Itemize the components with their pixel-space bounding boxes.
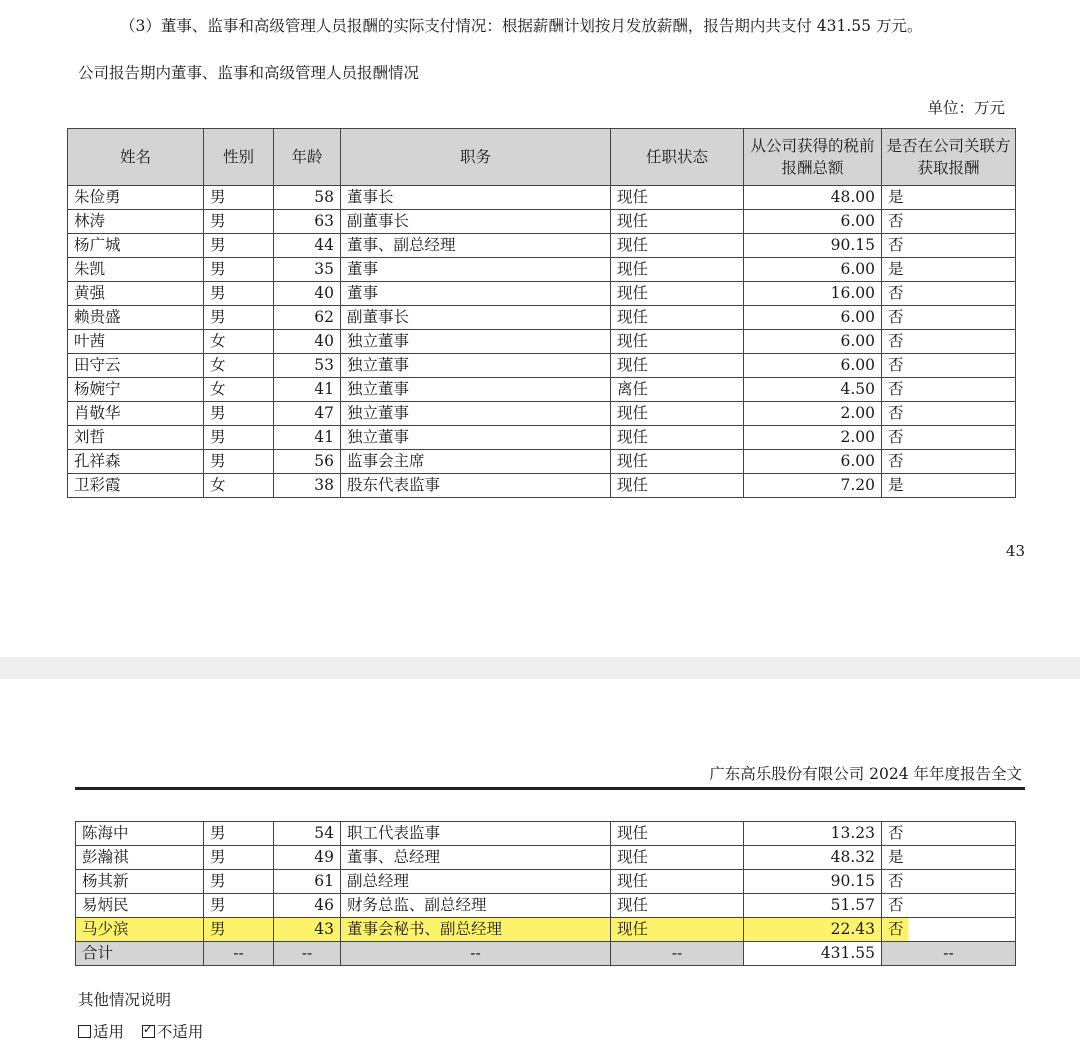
- cell-related: 否: [882, 330, 1016, 354]
- cell-name: 黄强: [68, 282, 204, 306]
- cell-gender: 男: [204, 234, 274, 258]
- cell-name: 朱俭勇: [68, 186, 204, 210]
- cell-position: 副总经理: [341, 870, 611, 894]
- cell-name: 易炳民: [76, 894, 204, 918]
- cell-age: 44: [274, 234, 341, 258]
- cell-gender: 女: [204, 354, 274, 378]
- table-row: [76, 870, 1016, 894]
- cell-gender: 女: [204, 330, 274, 354]
- table-row: [68, 210, 1016, 234]
- cell-name: 林涛: [68, 210, 204, 234]
- page-header-title: 广东高乐股份有限公司 2024 年年度报告全文: [709, 765, 1022, 783]
- cell-pay: 6.00: [744, 210, 882, 234]
- cell-gender: 男: [204, 846, 274, 870]
- cell-pay: 2.00: [744, 402, 882, 426]
- cell-related: 否: [882, 870, 1016, 894]
- cell-status: 现任: [611, 846, 744, 870]
- cell-gender: 女: [204, 474, 274, 498]
- cell-related: 否: [882, 918, 1016, 942]
- total-dash: --: [204, 942, 274, 966]
- cell-status: 现任: [611, 822, 744, 846]
- table-row: [68, 306, 1016, 330]
- cell-gender: 男: [204, 402, 274, 426]
- cell-status: 现任: [611, 210, 744, 234]
- col-header-gender: 性别: [204, 129, 274, 186]
- cell-position: 副董事长: [341, 210, 611, 234]
- cell-pay: 7.20: [744, 474, 882, 498]
- col-header-pay: 从公司获得的税前报酬总额: [744, 129, 882, 186]
- cell-age: 47: [274, 402, 341, 426]
- table-row: [68, 354, 1016, 378]
- cell-pay: 2.00: [744, 426, 882, 450]
- col-header-status: 任职状态: [611, 129, 744, 186]
- cell-status: 现任: [611, 450, 744, 474]
- cell-related: 否: [882, 282, 1016, 306]
- cell-position: 独立董事: [341, 426, 611, 450]
- unit-label: 单位：万元: [927, 99, 1005, 117]
- cell-gender: 男: [204, 258, 274, 282]
- applicable-checkbox[interactable]: [78, 1025, 91, 1038]
- table-row: [68, 378, 1016, 402]
- cell-position: 独立董事: [341, 402, 611, 426]
- applicability-options: [78, 1020, 203, 1042]
- cell-pay: 16.00: [744, 282, 882, 306]
- total-dash: --: [274, 942, 341, 966]
- cell-gender: 男: [204, 186, 274, 210]
- not-applicable-checkbox[interactable]: [142, 1025, 155, 1038]
- total-row: [76, 942, 1016, 966]
- cell-status: 现任: [611, 330, 744, 354]
- cell-related: 否: [882, 426, 1016, 450]
- cell-position: 独立董事: [341, 378, 611, 402]
- cell-age: 54: [274, 822, 341, 846]
- table-row: [68, 330, 1016, 354]
- cell-age: 61: [274, 870, 341, 894]
- cell-status: 现任: [611, 354, 744, 378]
- cell-name: 杨广城: [68, 234, 204, 258]
- cell-name: 马少滨: [76, 918, 204, 942]
- cell-name: 杨其新: [76, 870, 204, 894]
- table-row: [68, 474, 1016, 498]
- col-header-name: 姓名: [68, 129, 204, 186]
- cell-name: 叶茜: [68, 330, 204, 354]
- cell-related: 否: [882, 306, 1016, 330]
- cell-pay: 4.50: [744, 378, 882, 402]
- table-row: [76, 918, 1016, 942]
- table-row: [68, 234, 1016, 258]
- cell-age: 41: [274, 426, 341, 450]
- cell-related: 否: [882, 354, 1016, 378]
- cell-position: 董事、副总经理: [341, 234, 611, 258]
- cell-pay: 90.15: [744, 234, 882, 258]
- cell-name: 肖敬华: [68, 402, 204, 426]
- applicable-label: 适用: [93, 1023, 125, 1041]
- table-row: [76, 846, 1016, 870]
- total-label: 合计: [76, 942, 204, 966]
- cell-position: 董事: [341, 258, 611, 282]
- cell-age: 41: [274, 378, 341, 402]
- cell-age: 43: [274, 918, 341, 942]
- cell-name: 田守云: [68, 354, 204, 378]
- cell-position: 董事长: [341, 186, 611, 210]
- cell-age: 38: [274, 474, 341, 498]
- cell-related: 否: [882, 822, 1016, 846]
- table-row: [68, 426, 1016, 450]
- cell-gender: 男: [204, 450, 274, 474]
- cell-age: 63: [274, 210, 341, 234]
- cell-position: 董事会秘书、副总经理: [341, 918, 611, 942]
- cell-name: 杨婉宁: [68, 378, 204, 402]
- table-title: 公司报告期内董事、监事和高级管理人员报酬情况: [78, 64, 420, 82]
- table-row: [68, 282, 1016, 306]
- cell-related: 否: [882, 378, 1016, 402]
- table-row: [68, 402, 1016, 426]
- cell-name: 彭瀚祺: [76, 846, 204, 870]
- cell-name: 孔祥森: [68, 450, 204, 474]
- page-separator: [0, 657, 1080, 679]
- cell-pay: 6.00: [744, 306, 882, 330]
- page-number: 43: [1005, 542, 1025, 560]
- total-dash: --: [611, 942, 744, 966]
- cell-status: 现任: [611, 918, 744, 942]
- cell-related: 否: [882, 402, 1016, 426]
- cell-related: 是: [882, 474, 1016, 498]
- cell-status: 现任: [611, 402, 744, 426]
- cell-pay: 6.00: [744, 450, 882, 474]
- total-dash: --: [882, 942, 1016, 966]
- cell-status: 现任: [611, 870, 744, 894]
- cell-related: 否: [882, 450, 1016, 474]
- cell-pay: 48.32: [744, 846, 882, 870]
- cell-status: 现任: [611, 894, 744, 918]
- cell-pay: 51.57: [744, 894, 882, 918]
- col-header-related: 是否在公司关联方获取报酬: [882, 129, 1016, 186]
- cell-name: 卫彩霞: [68, 474, 204, 498]
- other-notes-heading: 其他情况说明: [78, 991, 172, 1009]
- cell-age: 53: [274, 354, 341, 378]
- cell-pay: 22.43: [744, 918, 882, 942]
- cell-status: 现任: [611, 474, 744, 498]
- cell-gender: 男: [204, 282, 274, 306]
- compensation-table-page1: [67, 128, 1016, 498]
- table-row: [68, 450, 1016, 474]
- total-dash: --: [341, 942, 611, 966]
- cell-status: 现任: [611, 186, 744, 210]
- table-row: [68, 258, 1016, 282]
- cell-pay: 48.00: [744, 186, 882, 210]
- cell-gender: 男: [204, 426, 274, 450]
- cell-pay: 6.00: [744, 330, 882, 354]
- intro-paragraph: （3）董事、监事和高级管理人员报酬的实际支付情况：根据薪酬计划按月发放薪酬，报告期内共支付 431.55 万元。: [120, 17, 923, 35]
- cell-pay: 13.23: [744, 822, 882, 846]
- cell-related: 否: [882, 234, 1016, 258]
- cell-gender: 男: [204, 822, 274, 846]
- cell-gender: 男: [204, 894, 274, 918]
- cell-related: 是: [882, 846, 1016, 870]
- cell-gender: 男: [204, 870, 274, 894]
- cell-position: 财务总监、副总经理: [341, 894, 611, 918]
- cell-position: 董事、总经理: [341, 846, 611, 870]
- cell-age: 49: [274, 846, 341, 870]
- table-header-row: [68, 129, 1016, 186]
- cell-pay: 90.15: [744, 870, 882, 894]
- col-header-position: 职务: [341, 129, 611, 186]
- cell-gender: 女: [204, 378, 274, 402]
- page-header-rule: [75, 787, 1025, 790]
- table-row: [76, 894, 1016, 918]
- cell-status: 现任: [611, 234, 744, 258]
- cell-position: 独立董事: [341, 354, 611, 378]
- total-pay: 431.55: [744, 942, 882, 966]
- cell-pay: 6.00: [744, 258, 882, 282]
- cell-age: 58: [274, 186, 341, 210]
- cell-status: 现任: [611, 282, 744, 306]
- cell-related: 是: [882, 186, 1016, 210]
- cell-name: 刘哲: [68, 426, 204, 450]
- cell-status: 现任: [611, 306, 744, 330]
- cell-status: 离任: [611, 378, 744, 402]
- table-row: [76, 822, 1016, 846]
- cell-position: 股东代表监事: [341, 474, 611, 498]
- compensation-table-page2: [75, 821, 1016, 966]
- cell-position: 职工代表监事: [341, 822, 611, 846]
- cell-related: 是: [882, 258, 1016, 282]
- cell-name: 朱凯: [68, 258, 204, 282]
- cell-pay: 6.00: [744, 354, 882, 378]
- cell-age: 35: [274, 258, 341, 282]
- cell-age: 56: [274, 450, 341, 474]
- cell-age: 62: [274, 306, 341, 330]
- cell-age: 40: [274, 282, 341, 306]
- cell-gender: 男: [204, 210, 274, 234]
- cell-gender: 男: [204, 306, 274, 330]
- cell-position: 副董事长: [341, 306, 611, 330]
- cell-related: 否: [882, 894, 1016, 918]
- cell-position: 独立董事: [341, 330, 611, 354]
- cell-position: 董事: [341, 282, 611, 306]
- table-row: [68, 186, 1016, 210]
- cell-position: 监事会主席: [341, 450, 611, 474]
- cell-gender: 男: [204, 918, 274, 942]
- cell-related: 否: [882, 210, 1016, 234]
- cell-name: 陈海中: [76, 822, 204, 846]
- cell-status: 现任: [611, 426, 744, 450]
- cell-name: 赖贵盛: [68, 306, 204, 330]
- cell-age: 40: [274, 330, 341, 354]
- col-header-age: 年龄: [274, 129, 341, 186]
- not-applicable-label: 不适用: [156, 1023, 204, 1041]
- cell-age: 46: [274, 894, 341, 918]
- cell-status: 现任: [611, 258, 744, 282]
